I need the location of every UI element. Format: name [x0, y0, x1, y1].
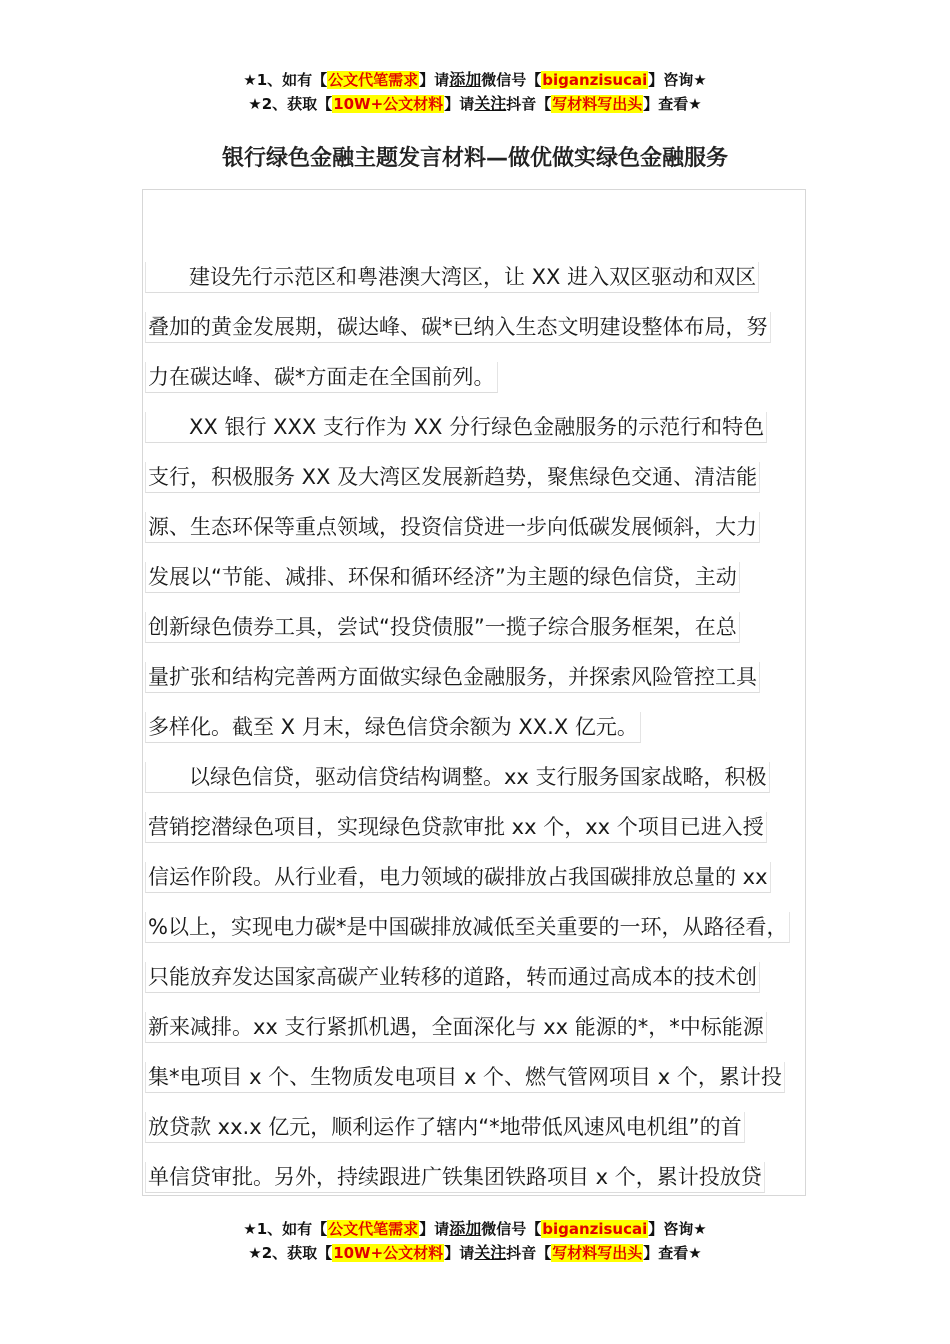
promo-text: 】请 — [444, 95, 475, 113]
promo-text: 】咨询★ — [648, 71, 707, 89]
promo-highlight: 写材料写出头 — [552, 95, 643, 113]
promo-line-1 — [0, 1217, 950, 1241]
body-line — [145, 402, 805, 452]
body-line — [145, 652, 805, 702]
body-line-text: XX 银行 XXX 支行作为 XX 分行绿色金融服务的示范行和特色 — [145, 412, 767, 443]
promo-text: 】请 — [419, 71, 450, 89]
promo-text: ★1、如有【 — [243, 1220, 328, 1238]
promo-highlight: 10W+公文材料 — [333, 95, 444, 113]
body-line-text: 集*电项目 x 个、生物质发电项目 x 个、燃气管网项目 x 个，累计投 — [145, 1062, 785, 1093]
body-line — [145, 1102, 805, 1152]
body-line — [145, 952, 805, 1002]
body-line — [145, 702, 805, 752]
promo-highlight: biganzisucai — [542, 1220, 648, 1238]
body-line-text: 放贷款 xx.x 亿元，顺利运作了辖内“*地带低风速风电机组”的首 — [145, 1112, 745, 1143]
body-line — [145, 602, 805, 652]
body-line — [145, 1052, 805, 1102]
body-line-text: 叠加的黄金发展期，碳达峰、碳*已纳入生态文明建设整体布局，努 — [145, 312, 771, 343]
body-line-text: 多样化。截至 X 月末，绿色信贷余额为 XX.X 亿元。 — [145, 712, 641, 743]
promo-text: 微信号【 — [481, 1220, 542, 1238]
body-line-text: 量扩张和结构完善两方面做实绿色金融服务，并探索风险管控工具 — [145, 662, 760, 693]
promo-text: 】查看★ — [643, 1244, 702, 1262]
body-line-text: 营销挖潜绿色项目，实现绿色贷款审批 xx 个，xx 个项目已进入授 — [145, 812, 767, 843]
body-line-text: 力在碳达峰、碳*方面走在全国前列。 — [145, 362, 498, 393]
promo-highlight: 公文代笔需求 — [328, 71, 419, 89]
body-line — [145, 352, 805, 402]
promo-footer — [0, 1217, 950, 1265]
promo-text: 】咨询★ — [648, 1220, 707, 1238]
body-line — [145, 302, 805, 352]
body-line — [145, 502, 805, 552]
promo-text: 抖音【 — [506, 95, 552, 113]
body-line-text: 信运作阶段。从行业看，电力领域的碳排放占我国碳排放总量的 xx — [145, 862, 771, 893]
body-line-text: 发展以“节能、减排、环保和循环经济”为主题的绿色信贷，主动 — [145, 562, 740, 593]
promo-highlight: 10W+公文材料 — [333, 1244, 444, 1262]
promo-text: 微信号【 — [481, 71, 542, 89]
promo-text: 】查看★ — [643, 95, 702, 113]
body-line-text: 新来减排。xx 支行紧抓机遇，全面深化与 xx 能源的*，*中标能源 — [145, 1012, 767, 1043]
body-line — [145, 552, 805, 602]
body-line-text: 创新绿色债券工具，尝试“投贷债服”一揽子综合服务框架，在总 — [145, 612, 740, 643]
promo-text: 】请 — [419, 1220, 450, 1238]
promo-header — [0, 68, 950, 116]
promo-line-2 — [0, 1241, 950, 1265]
body-line — [145, 802, 805, 852]
body-line-text: %以上，实现电力碳*是中国碳排放减低至关重要的一环，从路径看， — [145, 912, 790, 943]
promo-text: ★1、如有【 — [243, 71, 328, 89]
body-line — [145, 852, 805, 902]
body-line-text: 以绿色信贷，驱动信贷结构调整。xx 支行服务国家战略，积极 — [145, 762, 770, 793]
body-line — [145, 1152, 805, 1202]
body-line-text: 单信贷审批。另外，持续跟进广铁集团铁路项目 x 个，累计投放贷 — [145, 1162, 765, 1193]
promo-highlight: 写材料写出头 — [552, 1244, 643, 1262]
body-line — [145, 902, 805, 952]
body-line — [145, 752, 805, 802]
body-line-text: 源、生态环保等重点领域，投资信贷进一步向低碳发展倾斜，大力 — [145, 512, 760, 543]
body-line — [145, 252, 805, 302]
promo-emphasis: 关注 — [474, 94, 507, 113]
promo-line-1 — [0, 68, 950, 92]
document-title: 银行绿色金融主题发言材料—做优做实绿色金融服务 — [221, 146, 728, 171]
promo-emphasis: 添加 — [449, 70, 482, 89]
promo-text: 】请 — [444, 1244, 475, 1262]
body-line — [145, 1002, 805, 1052]
promo-text: ★2、获取【 — [248, 1244, 333, 1262]
promo-line-2 — [0, 92, 950, 116]
body-line-text: 只能放弃发达国家高碳产业转移的道路，转而通过高成本的技术创 — [145, 962, 760, 993]
body-line-text: 建设先行示范区和粤港澳大湾区，让 XX 进入双区驱动和双区 — [145, 262, 759, 293]
body-line-text: 支行，积极服务 XX 及大湾区发展新趋势，聚焦绿色交通、清洁能 — [145, 462, 760, 493]
promo-text: 抖音【 — [506, 1244, 552, 1262]
document-body — [145, 252, 805, 1202]
body-line — [145, 452, 805, 502]
promo-emphasis: 关注 — [474, 1243, 507, 1262]
promo-emphasis: 添加 — [449, 1219, 482, 1238]
promo-highlight: 公文代笔需求 — [328, 1220, 419, 1238]
promo-text: ★2、获取【 — [248, 95, 333, 113]
promo-highlight: biganzisucai — [542, 71, 648, 89]
